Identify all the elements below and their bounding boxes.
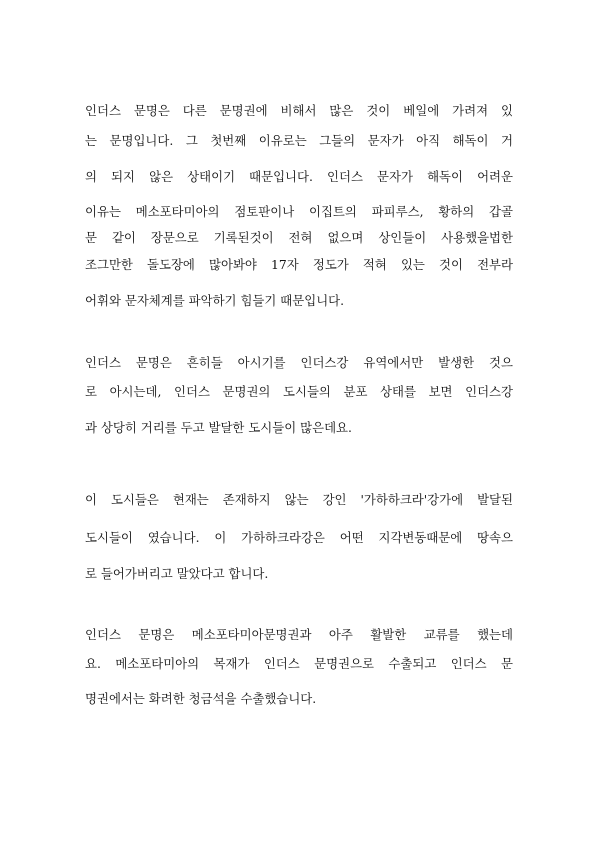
paragraph-1-line-1: 인더스 문명은 다른 문명권에 비해서 많은 것이 베일에 가려져 있 bbox=[85, 103, 513, 118]
paragraph-2-line-1: 인더스 문명은 흔히들 아시기를 인더스강 유역에서만 발생한 것으 bbox=[85, 355, 513, 370]
paragraph-1-line-3: 의 되지 않은 상태이기 때문입니다. 인더스 문자가 해독이 어려운 bbox=[85, 169, 513, 184]
paragraph-1-line-7: 어휘와 문자체계를 파악하기 힘들기 때문입니다. bbox=[85, 293, 345, 308]
paragraph-3-line-2: 도시들이 였습니다. 이 가하하크라강은 어떤 지각변동때문에 땅속으 bbox=[85, 530, 513, 545]
paragraph-1-line-2: 는 문명입니다. 그 첫번째 이유로는 그들의 문자가 아직 해독이 거 bbox=[85, 133, 513, 148]
paragraph-4-line-1: 인더스 문명은 메소포타미아문명권과 아주 활발한 교류를 했는데 bbox=[85, 627, 513, 642]
paragraph-4-line-3: 명권에서는 화려한 청금석을 수출했습니다. bbox=[85, 691, 317, 706]
paragraph-3-line-1: 이 도시들은 현재는 존재하지 않는 강인 '가하하크라'강가에 발달된 bbox=[85, 492, 513, 507]
paragraph-4-line-2: 요. 메소포타미아의 목재가 인더스 문명권으로 수출되고 인더스 문 bbox=[85, 656, 513, 671]
paragraph-1-line-5: 문 같이 장문으로 기록된것이 전혀 없으며 상인들이 사용했을법한 bbox=[85, 230, 513, 245]
paragraph-1-line-6: 조그만한 돌도장에 많아봐야 17자 정도가 적혀 있는 것이 전부라 bbox=[85, 257, 513, 272]
paragraph-3-line-3: 로 들어가버리고 말았다고 합니다. bbox=[85, 566, 269, 581]
paragraph-2-line-3: 과 상당히 거리를 두고 발달한 도시들이 많은데요. bbox=[85, 420, 352, 435]
paragraph-2-line-2: 로 아시는데, 인더스 문명권의 도시들의 분포 상태를 보면 인더스강 bbox=[85, 384, 513, 399]
paragraph-1-line-4: 이유는 메소포타미아의 점토판이나 이집트의 파피루스, 황하의 갑골 bbox=[85, 204, 513, 219]
